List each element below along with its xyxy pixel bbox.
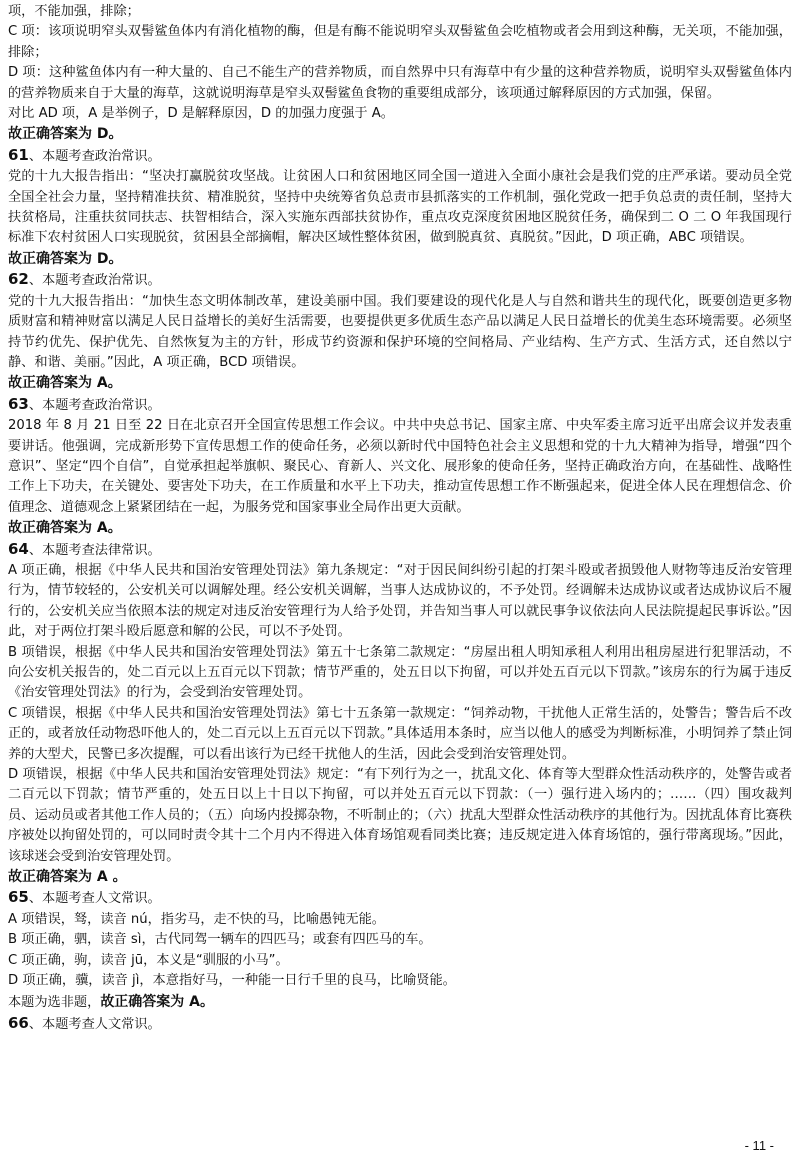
paragraph: C 项错误，根据《中华人民共和国治安管理处罚法》第七十五条第一款规定：“饲养动物，干扰他人正常生活的，处警告；警告后不改正的，或者放任动物恐吓他人的，处二百元以上五百元以下罚款。”具体适用本条时，应当以他人的感受为判断标准，小明饲养了禁止饲养的大型犬，民警已多次提醒，可以看出该行为已经干扰他人的生活，因此会受到治安管理处罚。: [8, 705, 792, 762]
question-topic: 、本题考查政治常识。: [28, 148, 161, 164]
paragraph: D 项错误，根据《中华人民共和国治安管理处罚法》规定：“有下列行为之一，扰乱文化、体育等大型群众性活动秩序的，处警告或者二百元以下罚款；情节严重的，处五日以上十日以下拘留，可以并处五百元以下罚款：（一）强行进入场内的；……（四）围攻裁判员、运动员或者其他工作人员的；（五）向场内投掷杂物，不听制止的；（六）扰乱大型群众性活动秩序的其他行为。因扰乱体育比赛秩序被处以拘留处罚的，可以同时责令其十二个月内不得进入体育场馆观看同类比赛；违反规定进入体育场馆的，强行带离现场。”因此，该球迷会受到治安管理处罚。: [8, 767, 792, 864]
question-heading: [8, 145, 792, 167]
question-number: 66: [8, 1013, 29, 1032]
paragraph: C 项正确，驹，读音 jū，本义是“驯服的小马”。: [8, 952, 289, 968]
answer-summary: [8, 992, 792, 1013]
question-number: 64: [8, 539, 29, 558]
answer-line: 故正确答案为 A 。: [8, 869, 127, 886]
paragraph: C 项：该项说明窄头双髻鲨鱼体内有消化植物的酶，但是有酶不能说明窄头双髻鲨鱼会吃植物或者会用到这种酶，无关项，不能加强，排除；: [8, 24, 792, 60]
answer-line: 故正确答案为 A。: [100, 993, 215, 1010]
question-number: 62: [8, 270, 29, 289]
answer-line: 故正确答案为 A。: [8, 520, 122, 537]
question-heading: [8, 394, 792, 416]
paragraph: 项，不能加强，排除；: [8, 4, 140, 19]
question-topic: 、本题考查人文常识。: [28, 891, 161, 907]
question-topic: 、本题考查法律常识。: [28, 542, 161, 558]
paragraph: D 项：这种鲨鱼体内有一种大量的、自己不能生产的营养物质，而自然界中只有海草中有少量的这种营养物质，说明窄头双髻鲨鱼体内的营养物质来自于大量的海草，这就说明海草是窄头双髻鲨鱼食物的重要组成部分，该项通过解释原因的方式加强，保留。: [8, 65, 792, 101]
question-number: 65: [8, 888, 29, 907]
question-topic: 、本题考查人文常识。: [28, 1016, 161, 1032]
question-topic: 、本题考查政治常识。: [28, 397, 161, 413]
page-number: - 11 -: [744, 1138, 774, 1153]
question-number: 61: [8, 145, 29, 164]
page-content: [8, 2, 792, 1035]
question-topic: 、本题考查政治常识。: [28, 273, 161, 289]
question-heading: [8, 887, 792, 909]
paragraph: 党的十九大报告指出：“坚决打赢脱贫攻坚战。让贫困人口和贫困地区同全国一道进入全面小康社会是我们党的庄严承诺。要动员全党全国全社会力量，坚持精准扶贫、精准脱贫，坚持中央统筹省负总责市县抓落实的工作机制，强化党政一把手负总责的责任制，坚持大扶贫格局，注重扶贫同扶志、扶智相结合，深入实施东西部扶贫协作，重点攻克深度贫困地区脱贫任务，确保到二 O 二 O 年我国现行标准下农村贫困人口实现脱贫，贫困县全部摘帽，解决区域性整体贫困，做到脱真贫、真脱贫。”因此，D 项正确，ABC 项错误。: [8, 169, 792, 246]
paragraph: B 项正确，驷，读音 sì，古代同驾一辆车的四匹马；或套有四匹马的车。: [8, 932, 432, 948]
answer-line: 故正确答案为 D。: [8, 126, 123, 143]
paragraph: B 项错误，根据《中华人民共和国治安管理处罚法》第五十七条第二款规定：“房屋出租人明知承租人利用出租房屋进行犯罪活动，不向公安机关报告的，处二百元以上五百元以下罚款；情节严重的，处五日以下拘留，可以并处五百元以下罚款。”该房东的行为属于违反《治安管理处罚法》的行为，会受到治安管理处罚。: [8, 644, 792, 701]
question-heading: [8, 539, 792, 561]
answer-line: 故正确答案为 D。: [8, 250, 123, 267]
paragraph: A 项错误，驽，读音 nú，指劣马，走不快的马，比喻愚钝无能。: [8, 911, 385, 927]
answer-line: 故正确答案为 A。: [8, 375, 122, 392]
question-heading: [8, 1013, 792, 1035]
answer-note: 本题为选非题，: [8, 994, 101, 1010]
question-number: 63: [8, 394, 29, 413]
question-heading: [8, 269, 792, 291]
paragraph: D 项正确，骥，读音 jì，本意指好马，一种能一日行千里的良马，比喻贤能。: [8, 973, 456, 989]
paragraph: A 项正确，根据《中华人民共和国治安管理处罚法》第九条规定：“对于因民间纠纷引起的打架斗殴或者损毁他人财物等违反治安管理行为，情节较轻的，公安机关可以调解处理。经公安机关调解，当事人达成协议的，不予处罚。经调解未达成协议或者达成协议后不履行的，公安机关应当依照本法的规定对违反治安管理行为人给予处罚，并告知当事人可以就民事争议依法向人民法院提起民事诉讼。”因此，对于两位打架斗殴后愿意和解的公民，可以不予处罚。: [8, 562, 792, 640]
paragraph: 2018 年 8 月 21 日至 22 日在北京召开全国宣传思想工作会议。中共中央总书记、国家主席、中央军委主席习近平出席会议并发表重要讲话。他强调，完成新形势下宣传思想工作的使命任务，必须以新时代中国特色社会主义思想和党的十九大精神为指导，增强“四个意识”、坚定“四个自信”，自觉承担起举旗帜、聚民心、育新人、兴文化、展形象的使命任务，坚持正确政治方向，在基础性、战略性工作上下功夫，在关键处、要害处下功夫，在工作质量和水平上下功夫，推动宣传思想工作不断强起来，促进全体人民在理想信念、价值理念、道德观念上紧紧团结在一起，为服务党和国家事业全局作出更大贡献。: [8, 418, 792, 515]
paragraph: 党的十九大报告指出：“加快生态文明体制改革，建设美丽中国。我们要建设的现代化是人与自然和谐共生的现代化，既要创造更多物质财富和精神财富以满足人民日益增长的美好生活需要，也要提供更多优质生态产品以满足人民日益增长的优美生态环境需要。必须坚持节约优先、保护优先、自然恢复为主的方针，形成节约资源和保护环境的空间格局、产业结构、生产方式、生活方式，还自然以宁静、和谐、美丽。”因此，A 项正确，BCD 项错误。: [8, 293, 792, 370]
paragraph: 对比 AD 项，A 是举例子，D 是解释原因，D 的加强力度强于 A。: [8, 106, 394, 122]
